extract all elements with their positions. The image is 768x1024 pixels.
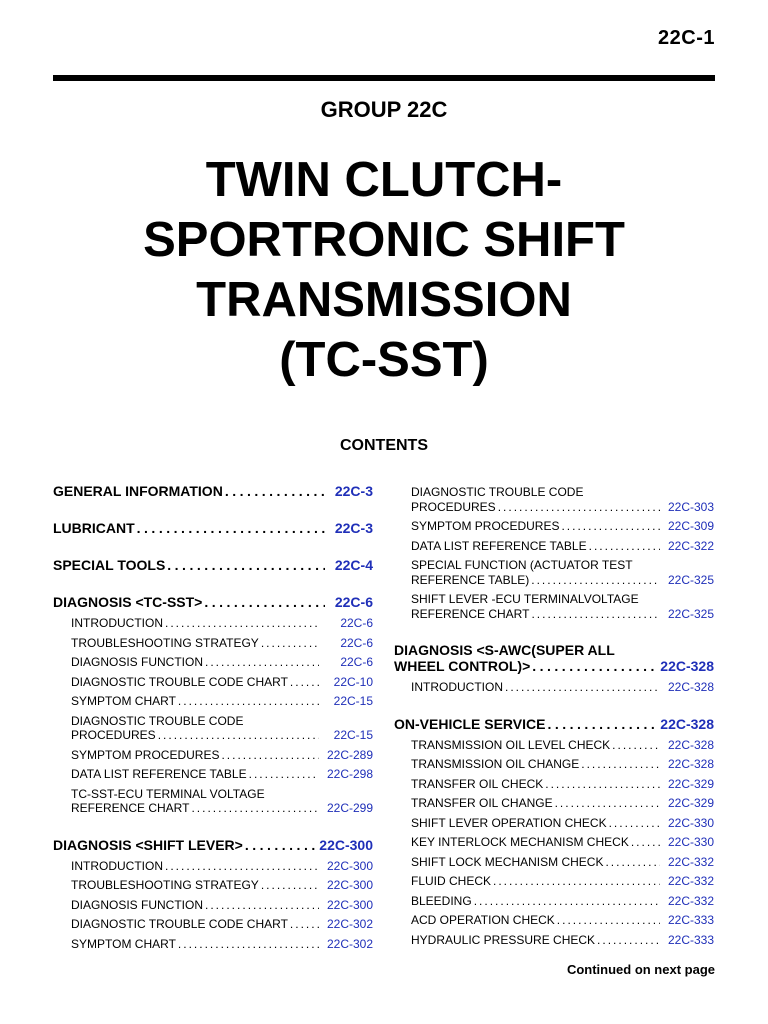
document-title bbox=[0, 150, 768, 390]
dot-leader bbox=[545, 777, 660, 792]
dot-leader bbox=[137, 520, 325, 536]
toc-page-link[interactable]: 22C-300 bbox=[326, 897, 373, 912]
toc-page-link[interactable]: 22C-302 bbox=[326, 917, 373, 931]
toc-entry-title: INTRODUCTION bbox=[411, 680, 503, 694]
dot-leader bbox=[165, 616, 319, 631]
toc-entry-title: SPECIAL FUNCTION (ACTUATOR TEST bbox=[411, 558, 633, 572]
toc-subsection-entry[interactable] bbox=[53, 767, 373, 782]
toc-page-link[interactable]: 22C-302 bbox=[326, 936, 373, 951]
toc-entry-title: DIAGNOSTIC TROUBLE CODE CHART bbox=[71, 917, 288, 931]
toc-page-link[interactable]: 22C-333 bbox=[667, 932, 714, 947]
toc-entry-title: SYMPTOM PROCEDURES bbox=[411, 519, 560, 533]
toc-page-link[interactable]: 22C-10 bbox=[333, 674, 373, 689]
toc-page-link[interactable]: 22C-3 bbox=[334, 520, 373, 536]
dot-leader bbox=[547, 716, 658, 732]
dot-leader bbox=[555, 796, 660, 811]
dot-leader bbox=[531, 573, 660, 588]
toc-subsection-entry[interactable] bbox=[53, 878, 373, 893]
toc-entry-title: WHEEL CONTROL)> bbox=[394, 658, 531, 674]
title-line: TRANSMISSION bbox=[196, 273, 572, 327]
toc-entry-title: FLUID CHECK bbox=[411, 874, 492, 888]
toc-page-link[interactable]: 22C-330 bbox=[667, 815, 714, 830]
dot-leader bbox=[178, 937, 319, 952]
toc-entry-title: GENERAL INFORMATION bbox=[53, 483, 223, 499]
toc-entry-title: TC-SST-ECU TERMINAL VOLTAGE bbox=[71, 786, 265, 801]
toc-entry-title: DATA LIST REFERENCE TABLE bbox=[411, 538, 587, 553]
toc-subsection-entry[interactable] bbox=[53, 675, 373, 690]
toc-page-link[interactable]: 22C-303 bbox=[667, 499, 714, 514]
toc-page-link[interactable]: 22C-328 bbox=[667, 757, 714, 771]
toc-page-link[interactable]: 22C-329 bbox=[667, 776, 714, 791]
toc-subsection-entry[interactable] bbox=[394, 796, 714, 811]
toc-page-link[interactable]: 22C-6 bbox=[334, 594, 373, 610]
toc-subsection-entry[interactable] bbox=[394, 835, 714, 850]
dot-leader bbox=[605, 855, 660, 870]
toc-entry-title: TRANSFER OIL CHANGE bbox=[411, 796, 553, 810]
toc-entry-title: TROUBLESHOOTING STRATEGY bbox=[71, 878, 259, 892]
toc-subsection-entry[interactable] bbox=[53, 714, 373, 743]
toc-subsection-entry[interactable] bbox=[394, 558, 714, 587]
dot-leader bbox=[474, 894, 660, 909]
toc-subsection-entry[interactable] bbox=[394, 855, 714, 870]
toc-subsection-entry[interactable] bbox=[394, 894, 714, 909]
dot-leader bbox=[532, 658, 658, 674]
toc-entry-title: DIAGNOSTIC TROUBLE CODE bbox=[71, 713, 244, 728]
toc-page-link[interactable]: 22C-328 bbox=[660, 715, 714, 732]
dot-leader bbox=[597, 933, 660, 948]
dot-leader bbox=[158, 728, 319, 743]
toc-page-link[interactable]: 22C-328 bbox=[667, 680, 714, 694]
toc-page-link[interactable]: 22C-289 bbox=[326, 747, 373, 762]
toc-page-link[interactable]: 22C-4 bbox=[334, 557, 373, 573]
toc-subsection-entry[interactable] bbox=[53, 616, 373, 631]
toc-subsection-entry[interactable] bbox=[53, 694, 373, 709]
toc-subsection-entry[interactable] bbox=[53, 937, 373, 952]
toc-entry-title: LUBRICANT bbox=[53, 520, 135, 536]
toc-entry-title: TRANSFER OIL CHECK bbox=[411, 776, 544, 791]
toc-entry-title: INTRODUCTION bbox=[71, 858, 163, 873]
toc-subsection-entry[interactable] bbox=[53, 748, 373, 763]
dot-leader bbox=[290, 675, 319, 690]
toc-subsection-entry[interactable] bbox=[394, 913, 714, 928]
toc-entry-title: REFERENCE CHART bbox=[411, 606, 530, 621]
dot-leader bbox=[493, 874, 660, 889]
toc-subsection-entry[interactable] bbox=[53, 898, 373, 913]
dot-leader bbox=[609, 816, 660, 831]
toc-entry-title: DIAGNOSIS <S-AWC(SUPER ALL bbox=[394, 642, 615, 658]
toc-page-link[interactable]: 22C-325 bbox=[667, 606, 714, 621]
toc-entry-title: REFERENCE TABLE) bbox=[411, 572, 530, 587]
toc-section-entry[interactable] bbox=[394, 642, 714, 674]
contents-heading: CONTENTS bbox=[340, 437, 428, 454]
toc-subsection-entry[interactable] bbox=[53, 636, 373, 651]
toc-entry-title: KEY INTERLOCK MECHANISM CHECK bbox=[411, 835, 629, 849]
toc-page-link[interactable]: 22C-300 bbox=[319, 836, 373, 853]
dot-leader bbox=[205, 655, 319, 670]
toc-subsection-entry[interactable] bbox=[394, 738, 714, 753]
toc-page-link[interactable]: 22C-322 bbox=[667, 538, 714, 553]
toc-page-link[interactable]: 22C-15 bbox=[333, 694, 373, 708]
toc-subsection-entry[interactable] bbox=[394, 874, 714, 889]
title-line: (TC-SST) bbox=[279, 333, 489, 387]
toc-section-entry[interactable] bbox=[53, 483, 373, 499]
toc-entry-title: SYMPTOM PROCEDURES bbox=[71, 747, 220, 762]
toc-page-link[interactable]: 22C-330 bbox=[667, 835, 714, 849]
toc-page-link[interactable]: 22C-329 bbox=[667, 796, 714, 810]
dot-leader bbox=[205, 898, 319, 913]
toc-subsection-entry[interactable] bbox=[394, 816, 714, 831]
toc-entry-title: DIAGNOSIS FUNCTION bbox=[71, 897, 204, 912]
toc-section-entry[interactable] bbox=[53, 520, 373, 536]
toc-subsection-entry[interactable] bbox=[53, 655, 373, 670]
toc-page-link[interactable]: 22C-299 bbox=[326, 801, 373, 815]
dot-leader bbox=[249, 767, 319, 782]
toc-page-link[interactable]: 22C-6 bbox=[340, 616, 373, 630]
dot-leader bbox=[612, 738, 660, 753]
toc-entry-title: ACD OPERATION CHECK bbox=[411, 913, 555, 927]
toc-entry-title: DATA LIST REFERENCE TABLE bbox=[71, 767, 247, 781]
toc-page-link[interactable]: 22C-332 bbox=[667, 893, 714, 908]
toc-page-link[interactable]: 22C-309 bbox=[667, 519, 714, 533]
toc-page-link[interactable]: 22C-6 bbox=[340, 635, 373, 650]
toc-entry-title: PROCEDURES bbox=[411, 499, 496, 514]
toc-subsection-entry[interactable] bbox=[394, 777, 714, 792]
toc-entry-title: TRANSMISSION OIL CHANGE bbox=[411, 757, 580, 771]
toc-subsection-entry[interactable] bbox=[394, 539, 714, 554]
toc-entry-title: DIAGNOSIS FUNCTION bbox=[71, 655, 204, 669]
toc-page-link[interactable]: 22C-298 bbox=[326, 767, 373, 781]
dot-leader bbox=[165, 859, 319, 874]
toc-entry-title: REFERENCE CHART bbox=[71, 801, 190, 815]
dot-leader bbox=[261, 636, 319, 651]
toc-page-link[interactable]: 22C-328 bbox=[660, 658, 714, 674]
toc-entry-title: SYMPTOM CHART bbox=[71, 694, 176, 708]
toc-entry-title: SHIFT LEVER OPERATION CHECK bbox=[411, 815, 607, 830]
toc-page-link[interactable]: 22C-6 bbox=[340, 655, 373, 669]
toc-left-column bbox=[53, 480, 373, 951]
toc-entry-title: DIAGNOSIS <SHIFT LEVER> bbox=[53, 836, 243, 853]
toc-page-link[interactable]: 22C-333 bbox=[667, 913, 714, 927]
toc-page-link[interactable]: 22C-15 bbox=[333, 728, 373, 742]
toc-subsection-entry[interactable] bbox=[394, 933, 714, 948]
toc-subsection-entry[interactable] bbox=[394, 485, 714, 514]
dot-leader bbox=[178, 694, 319, 709]
toc-entry-title: HYDRAULIC PRESSURE CHECK bbox=[411, 932, 596, 947]
page-number: 22C-1 bbox=[658, 27, 715, 49]
toc-section-entry[interactable] bbox=[53, 557, 373, 573]
toc-section-entry[interactable] bbox=[53, 837, 373, 853]
toc-subsection-entry[interactable] bbox=[394, 757, 714, 772]
dot-leader bbox=[261, 878, 319, 893]
toc-entry-title: SYMPTOM CHART bbox=[71, 936, 176, 951]
dot-leader bbox=[557, 913, 660, 928]
title-line: SPORTRONIC SHIFT bbox=[143, 213, 625, 267]
continued-note: Continued on next page bbox=[566, 962, 715, 977]
toc-entry-title: BLEEDING bbox=[411, 893, 472, 908]
title-line: TWIN CLUTCH- bbox=[205, 153, 563, 207]
toc-entry-title: PROCEDURES bbox=[71, 728, 156, 742]
dot-leader bbox=[589, 539, 660, 554]
dot-leader bbox=[498, 500, 660, 515]
toc-subsection-entry[interactable] bbox=[53, 859, 373, 874]
toc-subsection-entry[interactable] bbox=[394, 592, 714, 621]
toc-page-link[interactable]: 22C-325 bbox=[667, 572, 714, 587]
toc-page-link[interactable]: 22C-300 bbox=[326, 858, 373, 873]
toc-entry-title: DIAGNOSTIC TROUBLE CODE CHART bbox=[71, 674, 288, 689]
toc-section-entry[interactable] bbox=[394, 716, 714, 732]
dot-leader bbox=[204, 594, 325, 610]
toc-page-link[interactable]: 22C-332 bbox=[667, 854, 714, 869]
toc-entry-title: TROUBLESHOOTING STRATEGY bbox=[71, 635, 259, 650]
dot-leader bbox=[290, 917, 319, 932]
toc-page-link[interactable]: 22C-328 bbox=[667, 737, 714, 752]
toc-entry-title: DIAGNOSIS <TC-SST> bbox=[53, 594, 203, 610]
toc-subsection-entry[interactable] bbox=[53, 787, 373, 816]
toc-subsection-entry[interactable] bbox=[394, 519, 714, 534]
toc-page-link[interactable]: 22C-300 bbox=[326, 878, 373, 892]
dot-leader bbox=[225, 483, 325, 499]
toc-section-entry[interactable] bbox=[53, 594, 373, 610]
group-label: GROUP 22C bbox=[320, 97, 448, 122]
toc-right-column bbox=[394, 480, 714, 947]
dot-leader bbox=[191, 801, 319, 816]
toc-entry-title: SHIFT LOCK MECHANISM CHECK bbox=[411, 854, 604, 869]
toc-entry-title: INTRODUCTION bbox=[71, 616, 163, 630]
dot-leader bbox=[631, 835, 660, 850]
toc-page-link[interactable]: 22C-332 bbox=[667, 874, 714, 888]
toc-entry-title: TRANSMISSION OIL LEVEL CHECK bbox=[411, 737, 611, 752]
toc-entry-title: SHIFT LEVER -ECU TERMINALVOLTAGE bbox=[411, 592, 639, 606]
dot-leader bbox=[531, 607, 660, 622]
dot-leader bbox=[167, 557, 325, 573]
toc-subsection-entry[interactable] bbox=[394, 680, 714, 695]
header-rule bbox=[53, 75, 715, 81]
toc-subsection-entry[interactable] bbox=[53, 917, 373, 932]
dot-leader bbox=[561, 519, 660, 534]
dot-leader bbox=[581, 757, 660, 772]
dot-leader bbox=[245, 837, 317, 853]
toc-entry-title: SPECIAL TOOLS bbox=[53, 557, 166, 573]
toc-page-link[interactable]: 22C-3 bbox=[334, 483, 373, 499]
dot-leader bbox=[505, 680, 660, 695]
toc-entry-title: DIAGNOSTIC TROUBLE CODE bbox=[411, 485, 584, 499]
toc-entry-title: ON-VEHICLE SERVICE bbox=[394, 715, 546, 732]
dot-leader bbox=[221, 748, 319, 763]
